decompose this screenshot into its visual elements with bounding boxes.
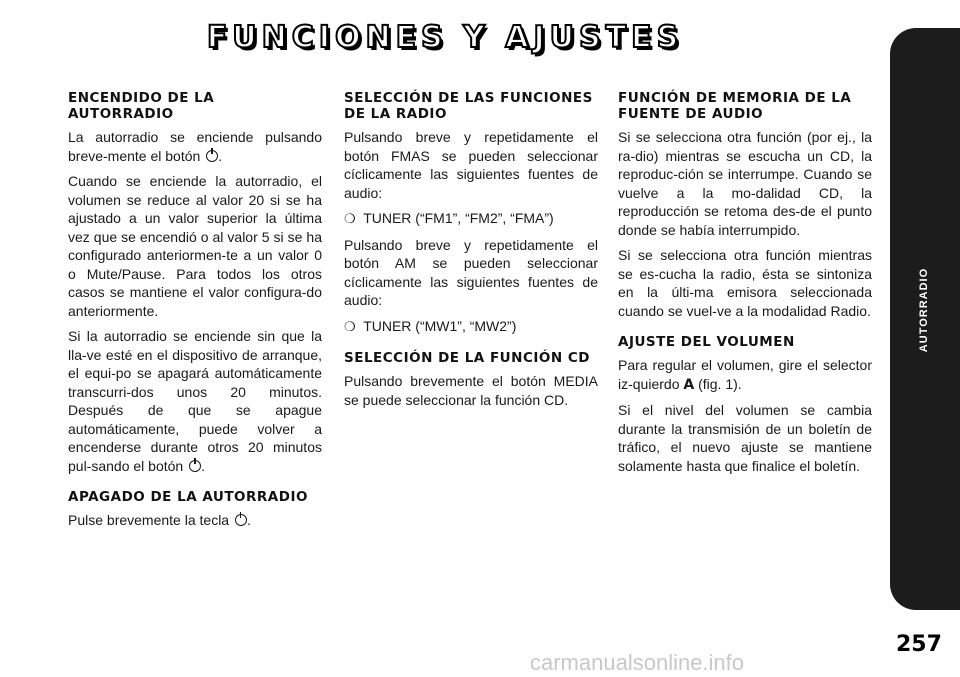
- paragraph: Pulsando brevemente el botón MEDIA se puede seleccionar la función CD.: [344, 373, 598, 408]
- paragraph: Si el nivel del volumen se cambia durante la transmisión de un boletín de tráfico, el nuevo ajuste se mantiene solamente hasta que finalice el boletín.: [618, 402, 872, 474]
- heading-ajuste-volumen: AJUSTE DEL VOLUMEN: [618, 334, 795, 350]
- paragraph: Pulse brevemente la tecla .: [68, 512, 251, 528]
- watermark: carmanualsonline.info: [530, 650, 745, 675]
- paragraph: Si se selecciona otra función (por ej., la ra-dio) mientras se escucha un CD, la reproduc-ción se interrumpe. Cuando se vuelve a la mo-dalidad CD, la reproducción se retoma des-de el punto donde se había interrumpido.: [618, 129, 872, 238]
- bullet-circle-icon: ❍: [344, 211, 356, 226]
- list-item: ❍ TUNER (“MW1”, “MW2”): [344, 317, 517, 334]
- page-title: FUNCIONES Y AJUSTES: [206, 20, 684, 55]
- heading-seleccion-funciones: SELECCIÓN DE LAS FUNCIONES DE LA RADIO: [344, 90, 593, 122]
- section-tab-label: AUTORRADIO: [918, 267, 930, 353]
- heading-apagado: APAGADO DE LA AUTORRADIO: [68, 489, 308, 505]
- page-number: 257: [896, 632, 942, 657]
- paragraph: Cuando se enciende la autorradio, el volumen se reduce al valor 20 si se ha ajustado a un valor superior la última vez que se encendió o al valor 5 si se ha configurado anteriormen-te a un valor 0 o Mute/Pause. Para todos los otros casos se mantiene el valor configura-do anteriormente.: [68, 173, 322, 319]
- column-3: [618, 90, 872, 482]
- figure-reference: A: [683, 376, 695, 393]
- column-1: [68, 90, 322, 537]
- paragraph: Pulsando breve y repetidamente el botón FMAS se pueden seleccionar cíclicamente las siguientes fuentes de audio:: [344, 129, 598, 201]
- paragraph: Si la autorradio se enciende sin que la lla-ve esté en el dispositivo de arranque, el equi-po se apagará automáticamente transcurri-dos unos 20 minutos. Después de que se apague automáticamente, puede volver a encenderse durante otros 20 minutos pul-sando el botón .: [68, 328, 322, 474]
- paragraph: Pulsando breve y repetidamente el botón AM se pueden seleccionar cíclicamente las siguientes fuentes de audio:: [344, 236, 598, 308]
- paragraph: Para regular el volumen, gire el selector iz-quierdo A (fig. 1).: [618, 357, 872, 393]
- paragraph: La autorradio se enciende pulsando breve-mente el botón .: [68, 129, 322, 164]
- heading-encendido: ENCENDIDO DE LA AUTORRADIO: [68, 90, 215, 122]
- heading-memoria-fuente: FUNCIÓN DE MEMORIA DE LA FUENTE DE AUDIO: [618, 90, 852, 122]
- column-2: [344, 90, 598, 416]
- paragraph: Si se selecciona otra función mientras se es-cucha la radio, ésta se sintoniza en la últi-ma emisora seleccionada cuando se vuel-ve a la modalidad Radio.: [618, 247, 872, 319]
- power-icon: [189, 460, 201, 472]
- bullet-circle-icon: ❍: [344, 318, 356, 334]
- power-icon: [206, 150, 218, 162]
- heading-funcion-cd: SELECCIÓN DE LA FUNCIÓN CD: [344, 350, 590, 366]
- power-icon: [235, 514, 247, 526]
- list-item: ❍ TUNER (“FM1”, “FM2”, “FMA”): [344, 210, 554, 226]
